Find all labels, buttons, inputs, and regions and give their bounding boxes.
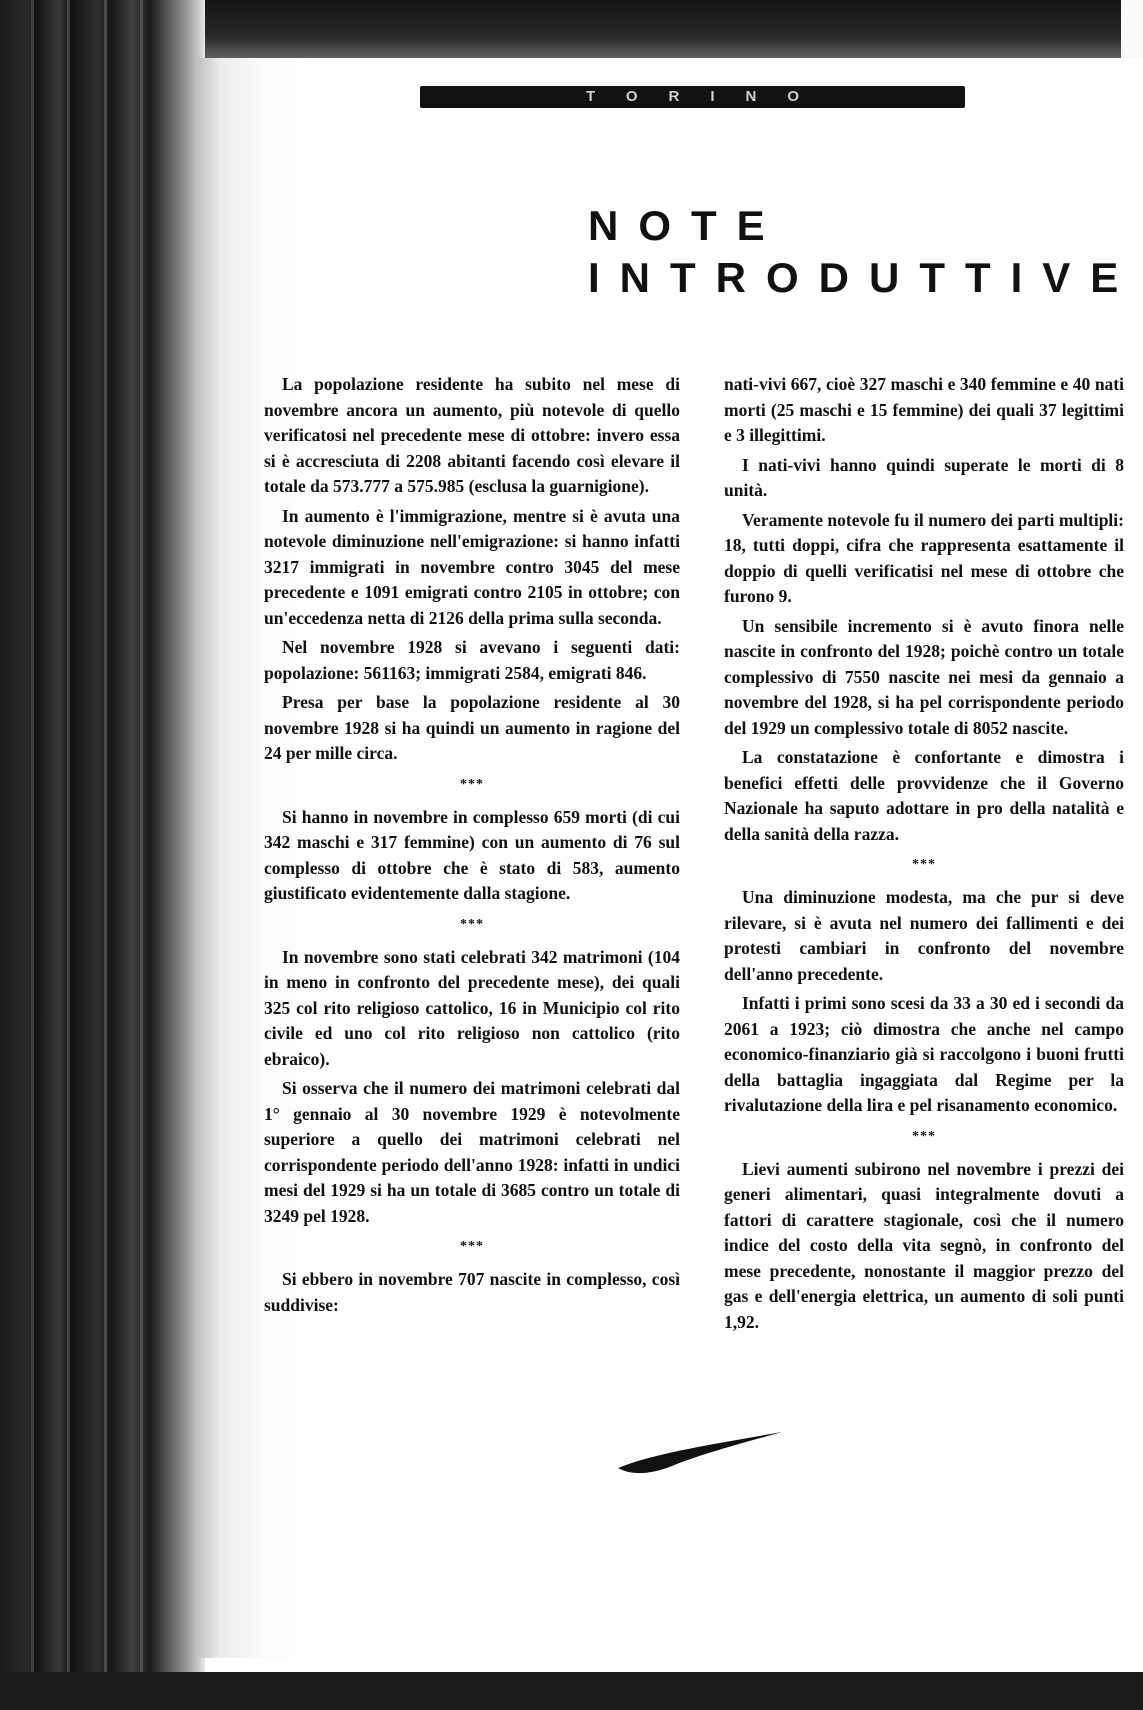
section-divider: ***	[460, 1239, 484, 1254]
decorative-flourish-icon	[612, 1424, 792, 1484]
paragraph-1928-data: Nel novembre 1928 si avevano i seguenti dati: popolazione: 561163; immigrati 2584, emigrati 846.	[264, 637, 680, 683]
letterhead-text: TORINO	[585, 88, 831, 105]
right-text-column	[724, 372, 1124, 1339]
paragraph-natality-policy: La constatazione è confortante e dimostra i benefici effetti delle provvidenze che il Governo Nazionale ha saputo adottare in pro della natalità e della sanità della razza.	[724, 747, 1124, 844]
binding-stripe	[140, 0, 143, 1710]
binding-stripe	[67, 0, 70, 1710]
title-line-note: NOTE	[588, 202, 785, 249]
paragraph-births-detail: nati-vivi 667, cioè 327 maschi e 340 femmine e 40 nati morti (25 maschi e 15 femmine) dei quali 37 legittimi e 3 illegittimi.	[724, 374, 1124, 445]
paragraph-bankruptcies: Una diminuzione modesta, ma che pur si deve rilevare, si è avuta nel numero dei fallimenti e dei protesti cambiari in confronto del novembre dell'anno precedente.	[724, 887, 1124, 984]
binding-stripe	[31, 0, 34, 1710]
scan-bottom-border	[0, 1672, 1143, 1710]
paragraph-multiple-births: Veramente notevole fu il numero dei parti multipli: 18, tutti doppi, cifra che rappresenta esattamente il doppio di quelli verificatisi nel mese di ottobre che furono 9.	[724, 509, 1124, 606]
paragraph-growth-rate: Presa per base la popolazione residente al 30 novembre 1928 si ha quindi un aumento in ragione del 24 per mille circa.	[264, 692, 680, 763]
paragraph-births-increment: Un sensibile incremento si è avuto finora nelle nascite in confronto del 1928; poichè contro un totale complessivo di 7550 nascite nei mesi da gennaio a novembre del 1928, si ha pel corrispondente periodo del 1929 un complessivo totale di 8052 nascite.	[724, 615, 1124, 738]
page-title	[588, 200, 1139, 304]
section-divider: ***	[460, 776, 484, 792]
paragraph-births-vs-deaths: I nati-vivi hanno quindi superate le morti di 8 unità.	[724, 454, 1124, 500]
paragraph-population: La popolazione residente ha subito nel mese di novembre ancora un aumento, più notevole di quello verificatosi nel precedente mese di ottobre: invero essa si è accresciuta di 2208 abitanti facendo così elevare il totale da 573.777 a 575.985 (esclusa la guarnigione).	[264, 374, 680, 496]
paragraph-prices: Lievi aumenti subirono nel novembre i prezzi dei generi alimentari, quasi integralmente dovuti a fattori di carattere stagionale, così che il numero indice del costo della vita segnò, in confronto del mese precedente, nonostante il maggior prezzo del gas e dell'energia elettrica, un aumento di soli punti 1,92.	[724, 1158, 1124, 1332]
paragraph-deaths: Si hanno in novembre in complesso 659 morti (di cui 342 maschi e 317 femmine) con un aumento di 76 sul complesso di ottobre che è stato di 583, aumento giustificato evidentemente dalla stagione.	[264, 806, 680, 903]
left-text-column	[264, 372, 680, 1322]
paragraph-births: Si ebbero in novembre 707 nascite in complesso, così suddivise:	[264, 1269, 680, 1315]
binding-stripe	[104, 0, 107, 1710]
paragraph-marriages-comparison: Si osserva che il numero dei matrimoni celebrati dal 1° gennaio al 30 novembre 1929 è notevolmente superiore a quello dei matrimoni celebrati nel corrispondente periodo dell'anno 1928: infatti in undici mesi del 1929 si ha un totale di 3685 contro un totale di 3249 pel 1928.	[264, 1078, 680, 1226]
section-divider: ***	[460, 916, 484, 932]
page-binding-shadow	[0, 0, 205, 1710]
section-divider: ***	[912, 1128, 936, 1144]
paragraph-marriages: In novembre sono stati celebrati 342 matrimoni (104 in meno in confronto del precedente mese), dei quali 325 col rito religioso cattolico, 16 in Municipio col rito civile ed uno col rito religioso non cattolico (rito ebraico).	[264, 946, 680, 1069]
paragraph-protests: Infatti i primi sono scesi da 33 a 30 ed i secondi da 2061 a 1923; ciò dimostra che anche nel campo economico-finanziario già si raccolgono i buoni frutti della battaglia ingaggiata dal Regime per la rivalutazione della lira e pel risanamento economico.	[724, 993, 1124, 1115]
title-line-introduttive: INTRODUTTIVE	[588, 254, 1139, 301]
paragraph-migration: In aumento è l'immigrazione, mentre si è avuta una notevole diminuzione nell'emigrazione: si hanno infatti 3217 immigrati in novembre contro 3045 del mese precedente e 1091 emigrati contro 2105 in ottobre; con un'eccedenza netta di 2126 della prima sulla seconda.	[264, 505, 680, 628]
section-divider: ***	[912, 857, 936, 872]
letterhead-banner	[420, 86, 965, 108]
